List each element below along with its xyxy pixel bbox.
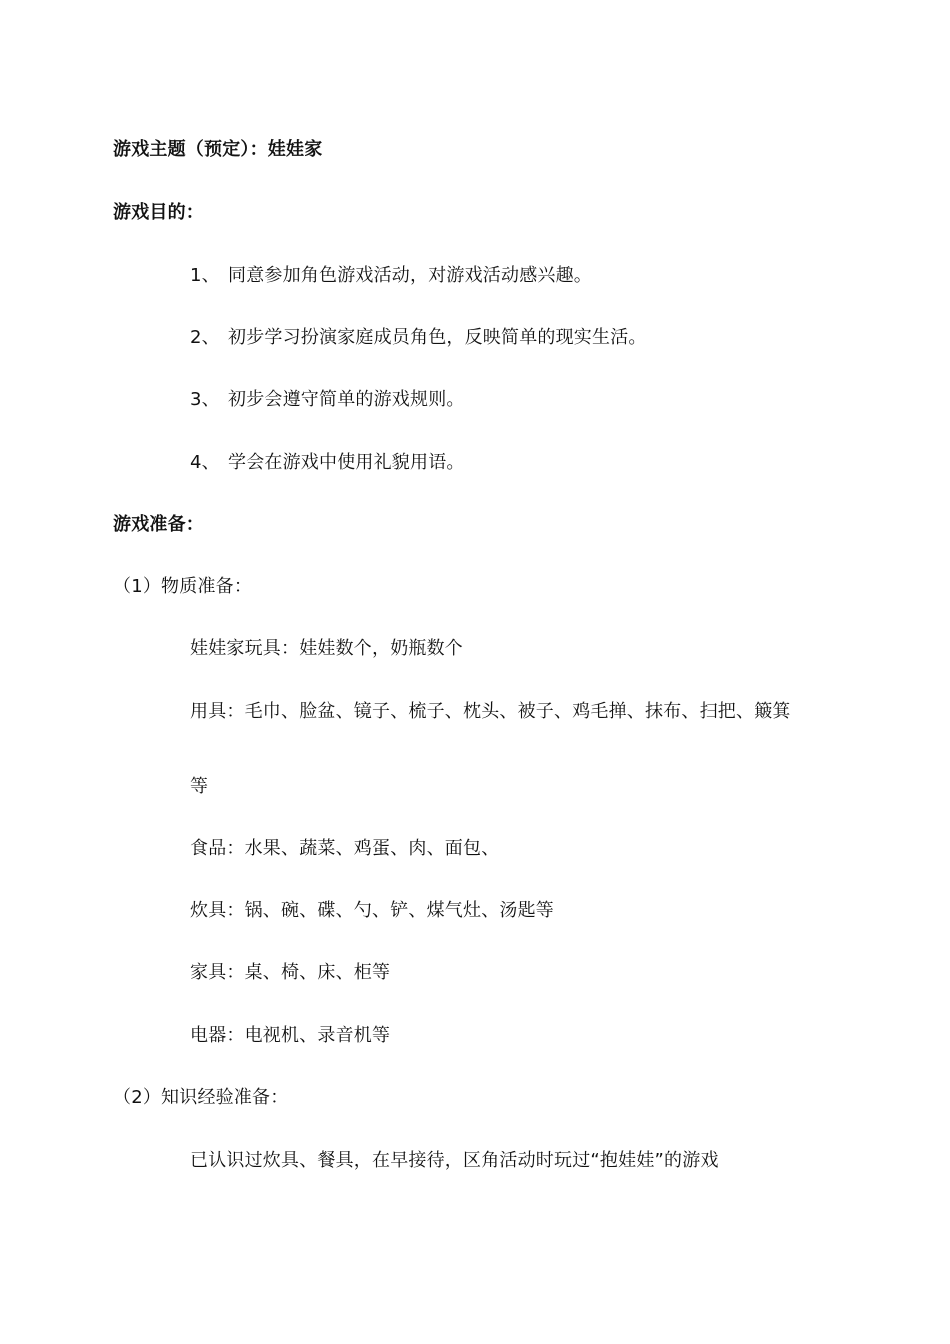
- goal-text: 初步学习扮演家庭成员角色，反映简单的现实生活。: [228, 327, 647, 348]
- knowledge-prep-heading: （2）知识经验准备：: [113, 1087, 289, 1108]
- goal-text: 学会在游戏中使用礼貌用语。: [228, 452, 465, 473]
- goal-number: 2、: [190, 327, 220, 348]
- tools-line-continued: 等: [190, 776, 209, 797]
- goals-heading: 游戏目的：: [113, 202, 204, 223]
- tools-line: 用具：毛巾、脸盆、镜子、梳子、枕头、被子、鸡毛掸、抹布、扫把、簸箕: [190, 701, 791, 722]
- goal-number: 1、: [190, 265, 220, 286]
- cookware-line: 炊具：锅、碗、碟、勺、铲、煤气灶、汤匙等: [190, 900, 554, 921]
- goal-text: 同意参加角色游戏活动，对游戏活动感兴趣。: [228, 265, 592, 286]
- preparation-heading: 游戏准备：: [113, 514, 204, 535]
- goal-item-1: [190, 264, 592, 288]
- appliances-line: 电器：电视机、录音机等: [190, 1025, 391, 1046]
- material-prep-heading: （1）物质准备：: [113, 576, 253, 597]
- goal-number: 4、: [190, 452, 220, 473]
- goal-item-2: [190, 326, 647, 350]
- knowledge-text: 已认识过炊具、餐具，在早接待，区角活动时玩过“抱娃娃”的游戏: [190, 1150, 719, 1171]
- food-line: 食品：水果、蔬菜、鸡蛋、肉、面包、: [190, 838, 500, 859]
- toys-line: 娃娃家玩具：娃娃数个，奶瓶数个: [190, 638, 463, 659]
- goal-text: 初步会遵守简单的游戏规则。: [228, 389, 465, 410]
- goal-item-4: [190, 451, 465, 475]
- game-theme-heading: 游戏主题（预定）：娃娃家: [113, 139, 323, 160]
- furniture-line: 家具：桌、椅、床、柜等: [190, 962, 391, 983]
- goal-item-3: [190, 388, 465, 412]
- goal-number: 3、: [190, 389, 220, 410]
